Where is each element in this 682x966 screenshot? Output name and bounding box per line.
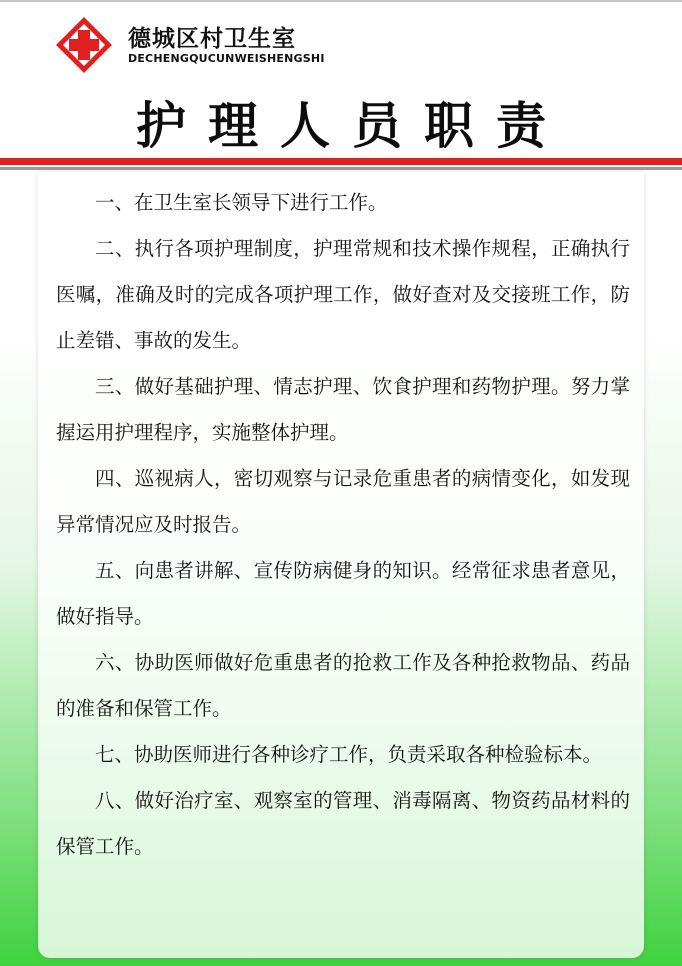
red-cross-diamond-icon: [54, 15, 114, 75]
duty-item-4: 四、巡视病人，密切观察与记录危重患者的病情变化，如发现异常情况应及时报告。: [56, 467, 630, 536]
duty-item-3: 三、做好基础护理、情志护理、饮食护理和药物护理。努力掌握运用护理程序，实施整体护理。: [56, 375, 630, 444]
gray-divider: [0, 167, 682, 170]
page-title: 护理人员职责: [136, 97, 568, 155]
duty-item-2: 二、执行各项护理制度，护理常规和技术操作规程，正确执行医嘱，准确及时的完成各项护理工作，做好查对及交接班工作，防止差错、事故的发生。: [56, 237, 630, 352]
duties-list: [56, 180, 630, 870]
duty-item-1: 一、在卫生室长领导下进行工作。: [95, 191, 388, 214]
organization-pinyin: DECHENGQUCUNWEISHENGSHI: [128, 52, 325, 65]
duty-item-8: 八、做好治疗室、观察室的管理、消毒隔离、物资药品材料的保管工作。: [56, 789, 630, 858]
header: [0, 0, 682, 172]
red-divider: [0, 158, 682, 165]
duty-item-6: 六、协助医师做好危重患者的抢救工作及各种抢救物品、药品的准备和保管工作。: [56, 651, 630, 720]
organization-name: 德城区村卫生室: [128, 26, 296, 52]
duty-item-7: 七、协助医师进行各种诊疗工作，负责采取各种检验标本。: [95, 743, 603, 766]
duty-item-5: 五、向患者讲解、宣传防病健身的知识。经常征求患者意见，做好指导。: [56, 559, 630, 628]
